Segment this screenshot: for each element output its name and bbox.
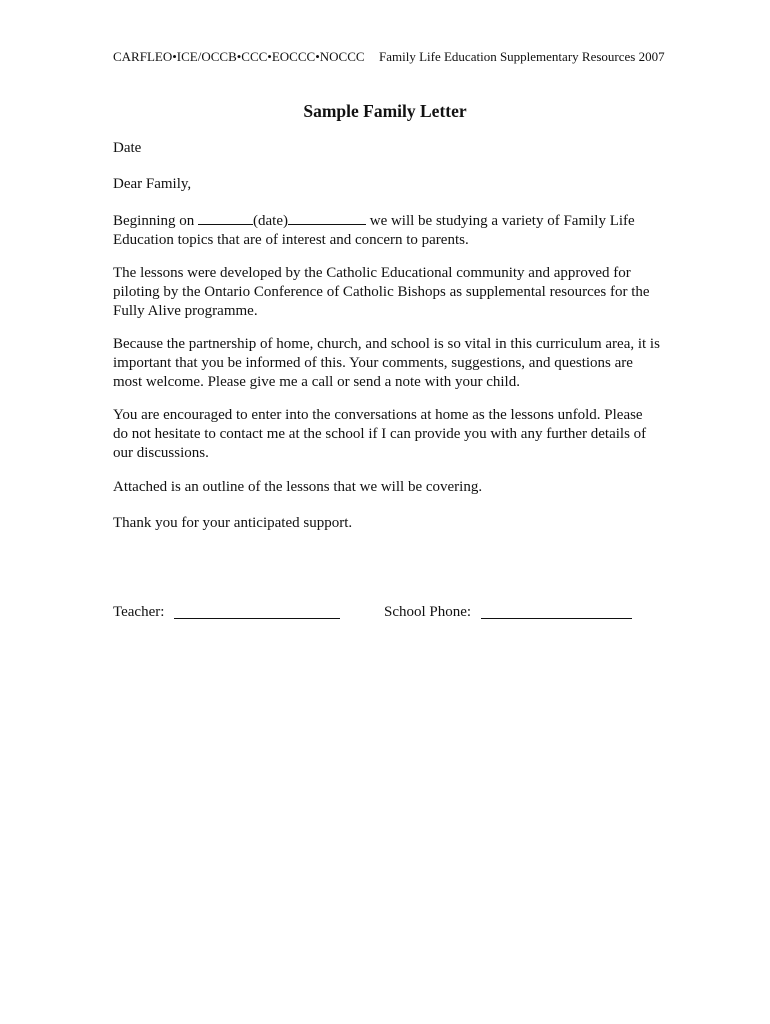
paragraph-thanks: Thank you for your anticipated support. bbox=[113, 515, 353, 531]
teacher-label: Teacher: bbox=[113, 604, 165, 620]
paragraph-development: The lessons were developed by the Catholic Educational community and approved for piloting by the Ontario Conference of Catholic Bishops as supplemental resources for the Fully Alive programme. bbox=[113, 265, 650, 319]
header-organizations: CARFLEO•ICE/OCCB•CCC•EOCCC•NOCCC bbox=[113, 49, 365, 64]
date-placeholder: (date) bbox=[253, 213, 288, 229]
paragraph-start-rest: we will be studying a variety of Family Life Education topics that are of interest and concern to parents. bbox=[113, 213, 635, 248]
salutation: Dear Family, bbox=[113, 176, 192, 192]
school-phone-blank-line bbox=[481, 618, 632, 619]
paragraph-start-text: Beginning on bbox=[113, 213, 198, 229]
paragraph-attachment: Attached is an outline of the lessons that we will be covering. bbox=[113, 479, 483, 495]
teacher-blank-line bbox=[174, 618, 340, 619]
paragraph-partnership: Because the partnership of home, church, and school is so vital in this curriculum area, it is important that you be informed of this. Your comments, suggestions, and questions are most welcome. Please give me a call or send a note with your child. bbox=[113, 336, 660, 390]
date-blank-after bbox=[288, 211, 366, 225]
page-title: Sample Family Letter bbox=[303, 101, 467, 121]
paragraph-start-date bbox=[113, 211, 661, 250]
date-label: Date bbox=[113, 140, 142, 156]
date-blank-before bbox=[198, 211, 253, 225]
school-phone-label: School Phone: bbox=[384, 604, 472, 620]
header-resource-title: Family Life Education Supplementary Resources 2007 bbox=[379, 49, 665, 64]
paragraph-conversations: You are encouraged to enter into the conversations at home as the lessons unfold. Please do not hesitate to contact me at the school if I can provide you with any further details of our discussions. bbox=[113, 407, 647, 461]
